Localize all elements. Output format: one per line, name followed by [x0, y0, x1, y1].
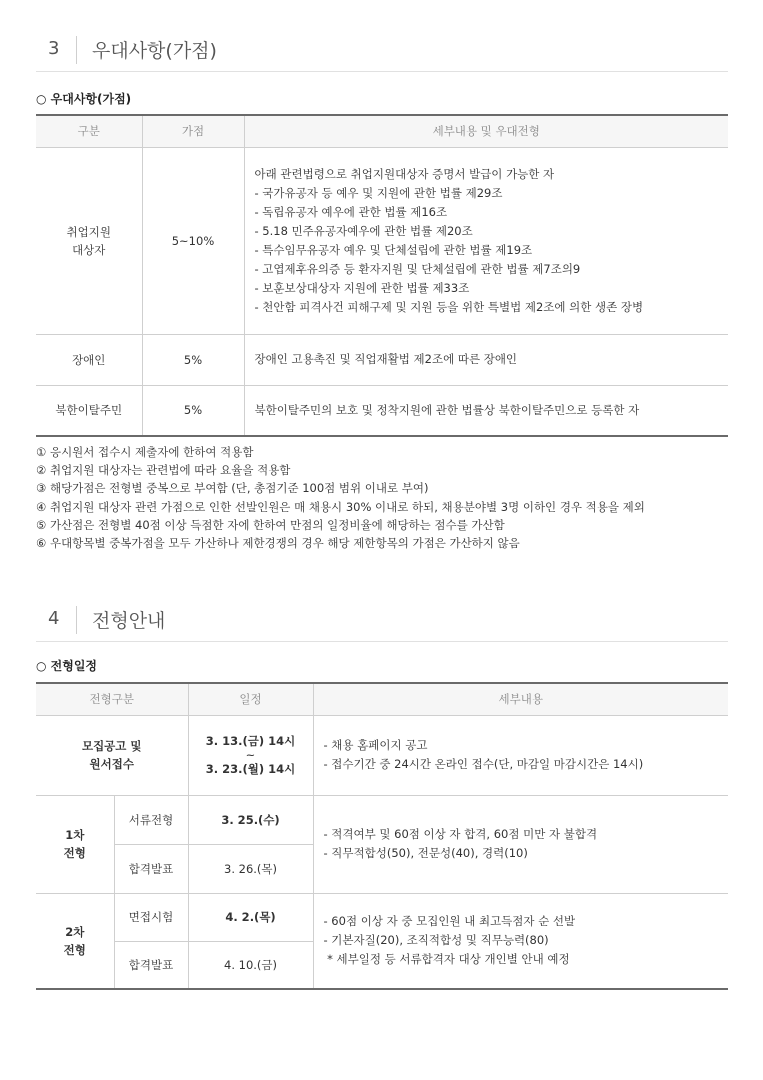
detail-line: - 보훈보상대상자 지원에 관한 법률 제33조 — [254, 280, 470, 295]
column-header: 구분 — [36, 115, 142, 147]
detail-cell — [313, 795, 728, 893]
step-cell: 면접시험 — [114, 893, 188, 941]
detail-line: - 국가유공자 등 예우 및 지원에 관한 법률 제29조 — [254, 185, 503, 200]
detail-line: - 독립유공자 예우에 관한 법률 제16조 — [254, 204, 448, 219]
section-4-header — [36, 600, 728, 642]
detail-line: - 기본자질(20), 조직적합성 및 직무능력(80) — [323, 933, 549, 948]
detail-cell: 장애인 고용촉진 및 직업재활법 제2조에 따른 장애인 — [244, 334, 728, 385]
table-row — [36, 334, 728, 385]
table-row — [36, 893, 728, 941]
schedule-separator: ~ — [245, 748, 256, 762]
table-row — [36, 715, 728, 795]
step-cell: 서류전형 — [114, 795, 188, 844]
category-cell: 북한이탈주민 — [36, 385, 142, 436]
detail-line: - 60점 이상 자 중 모집인원 내 최고득점자 순 선발 — [323, 914, 576, 929]
detail-line: - 적격여부 및 60점 이상 자 합격, 60점 미만 자 불합격 — [323, 827, 598, 841]
note-item: ③ 해당가점은 전형별 중복으로 부여함 (단, 총점기준 100점 범위 이내로 부여) — [36, 481, 429, 496]
note-item: ② 취업지원 대상자는 관련법에 따라 요율을 적용함 — [36, 463, 291, 478]
section-title: 전형안내 — [92, 610, 166, 632]
divider — [76, 606, 77, 634]
points-cell: 5% — [142, 385, 244, 436]
table-header-row — [36, 683, 728, 715]
table-header-row — [36, 115, 728, 147]
table-row — [36, 385, 728, 436]
detail-cell — [313, 893, 728, 989]
section-title: 우대사항(가점) — [92, 40, 217, 62]
schedule-end: 3. 23.(월) 14시 — [205, 762, 296, 776]
note-item: ⑤ 가산점은 전형별 40점 이상 득점한 자에 한하여 만점의 일정비율에 해당하는 점수를 가산함 — [36, 517, 505, 532]
detail-line: * 세부일정 등 서류합격자 대상 개인별 안내 예정 — [323, 952, 570, 967]
detail-line: - 직무적합성(50), 전문성(40), 경력(10) — [323, 846, 528, 860]
subsection-title: ○ 전형일정 — [36, 659, 98, 673]
stage-label: 1차 전형 — [36, 795, 114, 893]
stage-label: 모집공고 및 원서접수 — [36, 715, 188, 795]
column-header: 전형구분 — [36, 683, 188, 715]
detail-line: - 채용 홈페이지 공고 — [323, 738, 428, 752]
detail-line: - 특수임무유공자 예우 및 단체설립에 관한 법률 제19조 — [254, 242, 533, 257]
schedule-cell — [188, 715, 313, 795]
notes-list — [36, 443, 736, 552]
detail-line: - 5.18 민주유공자예우에 관한 법률 제20조 — [254, 223, 473, 238]
table-row — [36, 147, 728, 334]
schedule-start: 3. 13.(금) 14시 — [205, 734, 296, 748]
note-item: ① 응시원서 접수시 제출자에 한하여 적용함 — [36, 445, 254, 459]
step-cell: 합격발표 — [114, 941, 188, 989]
column-header: 세부내용 — [313, 683, 728, 715]
table-row — [36, 795, 728, 844]
stage-label: 2차 전형 — [36, 893, 114, 989]
points-cell: 5~10% — [142, 147, 244, 334]
section-number: 4 — [48, 608, 60, 629]
detail-line: - 고엽제후유의증 등 환자지원 및 단체설립에 관한 법률 제7조의9 — [254, 261, 581, 276]
category-cell: 취업지원 대상자 — [36, 147, 142, 334]
detail-cell — [313, 715, 728, 795]
date-cell: 3. 26.(목) — [188, 844, 313, 893]
section-3-header — [36, 30, 728, 72]
detail-line: 아래 관련법령으로 취업지원대상자 증명서 발급이 가능한 자 — [254, 166, 555, 181]
date-cell: 4. 2.(목) — [188, 893, 313, 941]
detail-cell: 북한이탈주민의 보호 및 정착지원에 관한 법률상 북한이탈주민으로 등록한 자 — [244, 385, 728, 436]
detail-line: - 접수기간 중 24시간 온라인 접수(단, 마감일 마감시간은 14시) — [323, 757, 644, 771]
note-item: ⑥ 우대항목별 중복가점을 모두 가산하나 제한경쟁의 경우 해당 제한항목의 가점은 가산하지 않음 — [36, 536, 520, 551]
detail-cell — [244, 147, 728, 334]
preference-table — [36, 114, 728, 437]
schedule-table — [36, 682, 728, 990]
step-cell: 합격발표 — [114, 844, 188, 893]
column-header: 일정 — [188, 683, 313, 715]
subsection-title: ○ 우대사항(가점) — [36, 92, 132, 106]
column-header: 세부내용 및 우대전형 — [244, 115, 728, 147]
column-header: 가점 — [142, 115, 244, 147]
category-cell: 장애인 — [36, 334, 142, 385]
date-cell: 3. 25.(수) — [188, 795, 313, 844]
date-cell: 4. 10.(금) — [188, 941, 313, 989]
note-item: ④ 취업지원 대상자 관련 가점으로 인한 선발인원은 매 채용시 30% 이내로 하되, 채용분야별 3명 이하인 경우 적용을 제외 — [36, 499, 645, 514]
divider — [76, 36, 77, 64]
section-number: 3 — [48, 38, 60, 59]
points-cell: 5% — [142, 334, 244, 385]
detail-line: - 천안함 피격사건 피해구제 및 지원 등을 위한 특별법 제2조에 의한 생존 장병 — [254, 299, 644, 314]
